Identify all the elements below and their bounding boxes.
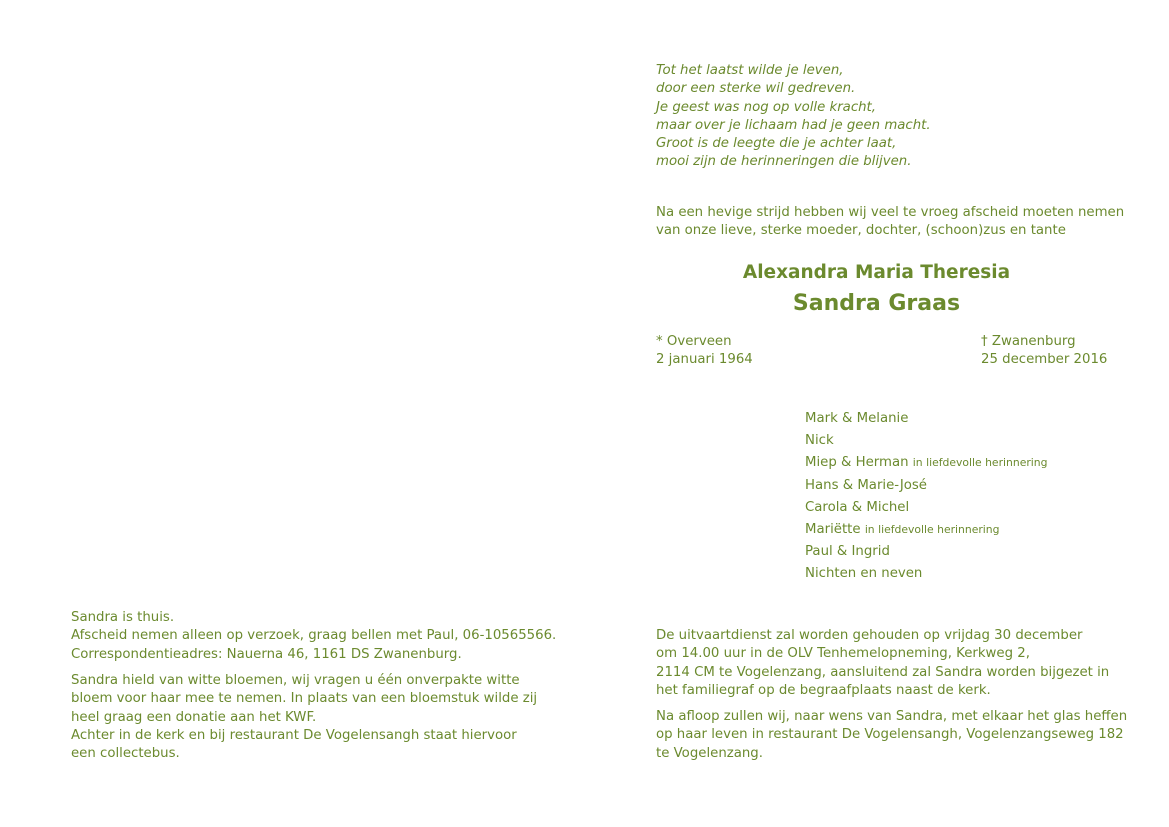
death-date: 25 december 2016: [981, 352, 1108, 368]
remembrance-note: in liefdevolle herinnering: [912, 456, 1048, 470]
home-line: Correspondentieadres: Nauerna 46, 1161 DS Zwanenburg.: [71, 646, 462, 662]
birth-info: [656, 333, 753, 370]
poem-line: Tot het laatst wilde je leven,: [656, 63, 844, 78]
family-member-name: Nick: [805, 433, 834, 449]
home-details: [71, 609, 556, 664]
family-member: [805, 521, 1047, 543]
family-member-name: Carola & Michel: [805, 499, 910, 515]
funeral-line: 2114 CM te Vogelenzang, aansluitend zal Sandra worden bijgezet in: [656, 664, 1110, 680]
announcement-line: Na een hevige strijd hebben wij veel te vroeg afscheid moeten nemen: [656, 205, 1125, 220]
family-member: [805, 477, 1047, 499]
family-member: [805, 410, 1047, 432]
announcement-line: van onze lieve, sterke moeder, dochter, (schoon)zus en tante: [656, 223, 1066, 239]
poem-line: Je geest was nog op volle kracht,: [656, 99, 877, 115]
funeral-details: [656, 627, 1109, 700]
funeral-line: het familiegraf op de begraafplaats naast de kerk.: [656, 682, 991, 698]
poem-line: door een sterke wil gedreven.: [656, 81, 856, 97]
family-member-name: Mark & Melanie: [805, 411, 909, 426]
family-member-name: Paul & Ingrid: [805, 544, 890, 560]
flowers-line: bloem voor haar mee te nemen. In plaats van een bloemstuk wilde zij: [71, 691, 538, 707]
poem-line: mooi zijn de herinneringen die blijven.: [656, 154, 912, 170]
birth-date: 2 januari 1964: [656, 352, 753, 368]
family-list: [805, 410, 1047, 588]
flowers-donation-text: [71, 672, 537, 763]
family-member-name: Nichten en neven: [805, 566, 923, 582]
family-member: [805, 499, 1047, 521]
funeral-line: om 14.00 uur in de OLV Tenhemelopneming, Kerkweg 2,: [656, 646, 1030, 662]
death-info: [981, 333, 1107, 370]
reception-line: Na afloop zullen wij, naar wens van Sandra, met elkaar het glas heffen: [656, 709, 1128, 724]
poem-line: Groot is de leegte die je achter laat,: [656, 136, 897, 152]
reception-details: [656, 708, 1127, 763]
family-member: [805, 565, 1047, 587]
birth-place: * Overveen: [656, 334, 732, 349]
family-member-name: Hans & Marie-José: [805, 477, 927, 493]
funeral-line: De uitvaartdienst zal worden gehouden op vrijdag 30 december: [656, 628, 1083, 643]
family-member: [805, 432, 1047, 454]
reception-line: op haar leven in restaurant De Vogelensangh, Vogelenzangseweg 182: [656, 727, 1124, 743]
flowers-line: een collectebus.: [71, 746, 180, 762]
remembrance-note: in liefdevolle herinnering: [864, 522, 1000, 536]
family-member: [805, 543, 1047, 565]
reception-line: te Vogelenzang.: [656, 745, 763, 761]
flowers-line: Sandra hield van witte bloemen, wij vragen u één onverpakte witte: [71, 673, 520, 688]
poem-line: maar over je lichaam had je geen macht.: [656, 117, 931, 133]
flowers-line: Achter in de kerk en bij restaurant De Vogelensangh staat hiervoor: [71, 727, 517, 743]
deceased-given-names: Alexandra Maria Theresia: [742, 262, 1011, 283]
home-line: Afscheid nemen alleen op verzoek, graag bellen met Paul, 06-10565566.: [71, 628, 557, 644]
deceased-name: Sandra Graas: [792, 291, 961, 316]
family-member-name: Mariëtte: [805, 521, 861, 537]
poem: [656, 62, 931, 172]
death-place: † Zwanenburg: [981, 334, 1076, 349]
family-member-name: Miep & Herman: [805, 455, 909, 471]
announcement-text: [656, 204, 1124, 241]
home-line: Sandra is thuis.: [71, 610, 175, 625]
family-member: [805, 454, 1047, 476]
flowers-line: heel graag een donatie aan het KWF.: [71, 709, 317, 725]
